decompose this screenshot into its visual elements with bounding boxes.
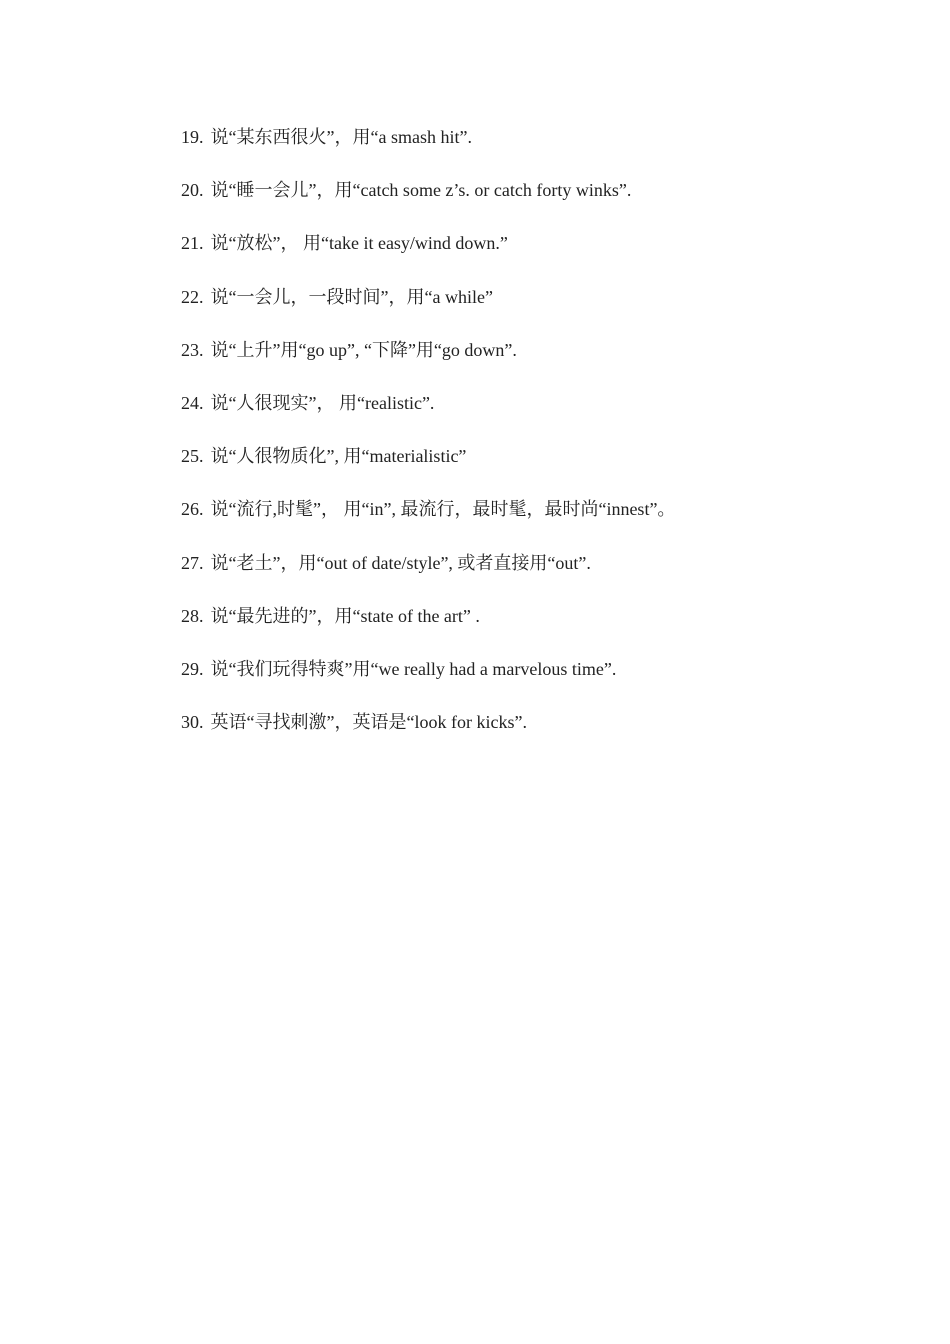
entry-number: 29. xyxy=(181,658,204,679)
entry-text: 说“最先进的”，用“state of the art” . xyxy=(210,605,480,626)
entry-text: 说“一会儿，一段时间”，用“a while” xyxy=(210,286,493,307)
entry-text: 说“我们玩得特爽”用“we really had a marvelous time”. xyxy=(210,658,617,679)
list-item xyxy=(181,550,881,603)
entry-text: 说“流行,时髦”， 用“in”, 最流行，最时髦，最时尚“innest”。 xyxy=(210,499,676,520)
list-item xyxy=(181,709,881,762)
list-item xyxy=(181,284,881,337)
entry-number: 22. xyxy=(181,286,204,307)
list-item xyxy=(181,443,881,496)
entry-text: 说“上升”用“go up”, “下降”用“go down”. xyxy=(210,339,517,360)
entry-number: 27. xyxy=(181,552,204,573)
entry-number: 25. xyxy=(181,446,204,467)
entry-number: 26. xyxy=(181,499,204,520)
list-item xyxy=(181,603,881,656)
list-item xyxy=(181,177,881,230)
entry-number: 28. xyxy=(181,605,204,626)
entry-text: 说“人很物质化”, 用“materialistic” xyxy=(210,446,467,467)
entry-text: 说“放松”， 用“take it easy/wind down.” xyxy=(210,233,508,254)
list-item xyxy=(181,337,881,390)
list-item xyxy=(181,390,881,443)
entry-number: 24. xyxy=(181,392,204,413)
entry-number: 21. xyxy=(181,233,204,254)
entry-text: 说“某东西很火”，用“a smash hit”. xyxy=(210,127,472,147)
list-item xyxy=(181,656,881,709)
entry-number: 23. xyxy=(181,339,204,360)
entry-number: 20. xyxy=(181,180,204,201)
list-item xyxy=(181,496,881,549)
entry-number: 30. xyxy=(181,712,204,733)
entry-text: 说“睡一会儿”，用“catch some z’s. or catch forty winks”. xyxy=(210,180,632,201)
entry-text: 说“人很现实”， 用“realistic”. xyxy=(210,392,435,413)
entry-text: 说“老土”，用“out of date/style”, 或者直接用“out”. xyxy=(210,552,591,573)
list-item xyxy=(181,230,881,283)
entry-text: 英语“寻找刺激”，英语是“look for kicks”. xyxy=(210,712,527,733)
list-item xyxy=(181,124,881,177)
entry-number: 19. xyxy=(181,127,204,147)
entry-list xyxy=(181,124,881,762)
